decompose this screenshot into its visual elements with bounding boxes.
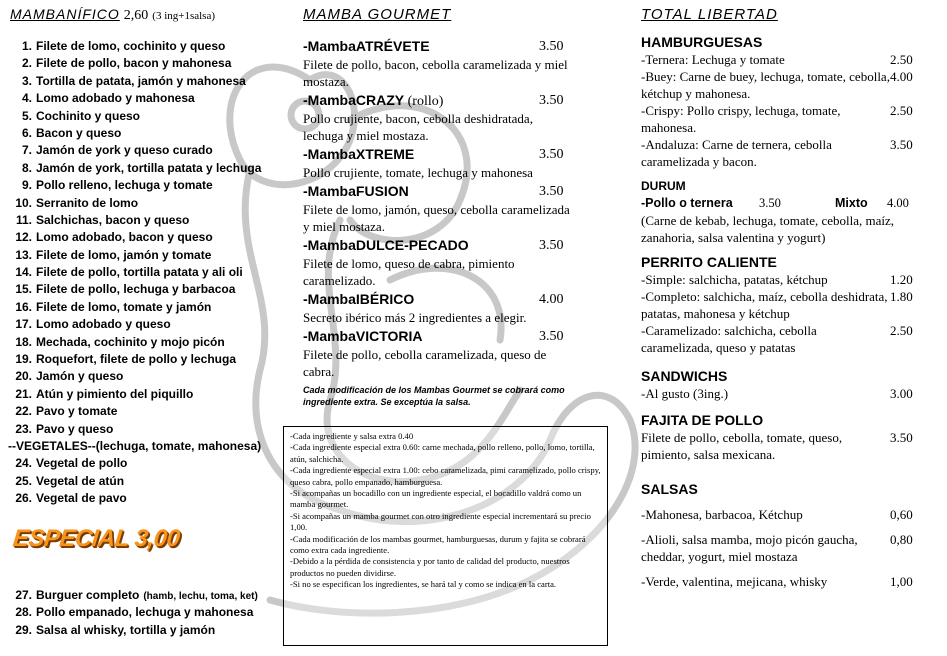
menu-row-text: -Completo: salchicha, maíz, cebolla deshidrata, patatas, mahonesa y kétchup [641, 289, 888, 321]
list-item [10, 299, 295, 316]
gourmet-column [303, 6, 573, 408]
item-number: 27. [15, 588, 32, 602]
gourmet-price: 3.50 [539, 93, 564, 108]
list-item [10, 177, 295, 194]
item-number: 8. [21, 160, 32, 175]
menu-row [641, 51, 936, 68]
item-text: --VEGETALES--(lechuga, tomate, mahonesa) [8, 438, 262, 453]
item-text: Vegetal de atún [36, 473, 125, 488]
menu-row-text: -Buey: Carne de buey, lechuga, tomate, cebolla, kétchup y mahonesa. [641, 69, 890, 101]
item-number: 13. [15, 247, 32, 262]
item-number: 1. [21, 39, 32, 53]
list-item [10, 73, 295, 90]
gourmet-item-name [303, 38, 430, 56]
item-text: Jamón de york y queso curado [36, 143, 213, 158]
mambanifico-price-note: (3 ing+1salsa) [152, 10, 215, 22]
item-number: 4. [21, 91, 32, 106]
item-text: Pollo relleno, lechuga y tomate [36, 178, 213, 193]
notes-box [283, 426, 608, 646]
gourmet-item-title [303, 146, 573, 164]
item-number: 14. [15, 265, 32, 280]
perrito-title: PERRITO CALIENTE [641, 254, 777, 270]
gourmet-prefix: -Mamba [303, 183, 356, 199]
mambanifico-title: MAMBANÍFICO [10, 6, 120, 22]
gourmet-desc: Filete de pollo, bacon, cebolla caramelizada y miel mostaza. [303, 57, 568, 89]
list-item [10, 125, 295, 142]
list-item [10, 212, 295, 229]
gourmet-price: 3.50 [539, 39, 564, 54]
menu-row-price: 2.50 [890, 52, 913, 67]
durum-option-2: Mixto [835, 196, 868, 210]
gourmet-name: CRAZY [355, 92, 405, 108]
item-text: Serranito de lomo [36, 195, 139, 210]
item-number: 19. [15, 352, 32, 367]
gourmet-item-name [303, 146, 414, 164]
sandwichs-title: SANDWICHS [641, 368, 728, 384]
item-text: Filete de pollo, bacon y mahonesa [36, 56, 232, 71]
mambanifico-price: 2,60 [123, 8, 149, 23]
item-text: Filete de lomo, jamón y tomate [36, 247, 212, 262]
item-number: 7. [21, 143, 32, 158]
list-item [10, 386, 295, 403]
list-item [10, 195, 295, 212]
menu-row-text: Filete de pollo, cebolla, tomate, queso, pimiento, salsa mexicana. [641, 430, 843, 462]
menu-row [641, 68, 936, 102]
menu-row-text: -Caramelizado: salchicha, cebolla caramelizada, queso y patatas [641, 323, 817, 355]
list-item [10, 473, 295, 490]
menu-row [641, 322, 936, 356]
item-text: Salsa al whisky, tortilla y jamón [36, 622, 216, 637]
list-item [10, 622, 295, 639]
menu-row-price: 0,60 [890, 507, 913, 522]
item-text: Filete de pollo, tortilla patata y ali oli [36, 265, 243, 280]
especial-banner: ESPECIAL 3,00 [11, 525, 181, 552]
durum-price-1: 3.50 [759, 196, 781, 210]
especial-column [10, 587, 295, 639]
gourmet-item-title [303, 183, 573, 201]
item-number: 10. [15, 195, 32, 210]
list-item [10, 334, 295, 351]
gourmet-item-title [303, 328, 573, 346]
gourmet-name: DULCE-PECADO [355, 237, 469, 253]
menu-row-text: -Mahonesa, barbacoa, Kétchup [641, 507, 803, 522]
item-number: 28. [15, 605, 32, 620]
list-item [10, 264, 295, 281]
especial-list [10, 587, 295, 639]
item-number: 24. [15, 456, 32, 471]
perrito-list [641, 271, 936, 356]
gourmet-desc: Filete de lomo, queso de cabra, pimiento caramelizado. [303, 256, 515, 288]
item-text: Vegetal de pavo [36, 491, 127, 506]
item-number: 26. [15, 491, 32, 506]
gourmet-item-name [303, 183, 409, 201]
list-item [10, 160, 295, 177]
menu-row-text: -Crispy: Pollo crispy, lechuga, tomate, mahonesa. [641, 103, 841, 135]
item-text: Tortilla de patata, jamón y mahonesa [36, 73, 246, 88]
gourmet-title: MAMBA GOURMET [303, 6, 452, 23]
item-number: 11. [15, 212, 32, 227]
gourmet-name: IBÉRICO [355, 291, 415, 307]
list-item [10, 604, 295, 621]
gourmet-desc: Filete de pollo, cebolla caramelizada, queso de cabra. [303, 347, 547, 379]
item-number: 9. [21, 178, 32, 193]
list-item [10, 281, 295, 298]
list-item [10, 247, 295, 264]
note-line: -Cada ingrediente especial extra 1.00: cebo caramelizada, pimi caramelizado, pollo crispy, queso cabra, pollo empanado, hamburguesa. [290, 465, 601, 487]
list-item [10, 368, 295, 385]
item-number: 21. [15, 386, 32, 401]
list-item [10, 142, 295, 159]
menu-row [641, 506, 936, 523]
item-number: 23. [15, 421, 32, 436]
fajita-list [641, 429, 936, 463]
total-libertad-column [641, 6, 936, 590]
menu-row-text: -Andaluza: Carne de ternera, cebolla caramelizada y bacon. [641, 137, 832, 169]
gourmet-prefix: -Mamba [303, 291, 356, 307]
item-note: (hamb, lechu, toma, ket) [143, 591, 258, 602]
gourmet-item [303, 183, 573, 235]
item-text: Pavo y queso [36, 421, 114, 436]
item-text: Salchichas, bacon y queso [36, 212, 190, 227]
note-line: -Si acompañas un bocadillo con un ingrediente especial, el bocadillo valdrá como un mamba gourmet. [290, 488, 582, 510]
gourmet-prefix: -Mamba [303, 146, 356, 162]
menu-row-price: 2.50 [890, 323, 913, 338]
gourmet-item-title [303, 237, 573, 255]
menu-row-price: 0,80 [890, 532, 913, 547]
menu-row-text: -Simple: salchicha, patatas, kétchup [641, 272, 828, 287]
list-item [10, 55, 295, 72]
item-number: 15. [15, 282, 32, 297]
gourmet-name: FUSION [355, 183, 409, 199]
menu-row [641, 531, 936, 565]
menu-row-text: -Verde, valentina, mejicana, whisky [641, 574, 828, 589]
gourmet-item-title [303, 38, 573, 56]
menu-row-price: 2.50 [890, 103, 913, 118]
item-text: Jamón de york, tortilla patata y lechuga [36, 160, 262, 175]
hamburguesas-list [641, 51, 936, 170]
menu-row-price: 1,00 [890, 574, 913, 589]
list-item [10, 108, 295, 125]
list-item [10, 351, 295, 368]
total-libertad-title: TOTAL LIBERTAD [641, 6, 778, 23]
durum-option-1: -Pollo o ternera [641, 196, 733, 210]
item-text: Cochinito y queso [36, 108, 141, 123]
note-line: -Debido a la pérdida de consistencia y por tanto de calidad del producto, nuestros productos no pueden dividirse. [290, 556, 570, 578]
gourmet-list [303, 38, 573, 380]
list-item [10, 438, 295, 455]
item-number: 29. [15, 622, 32, 637]
gourmet-prefix: -Mamba [303, 92, 356, 108]
menu-row-text: -Ternera: Lechuga y tomate [641, 52, 785, 67]
menu-row [641, 573, 936, 590]
gourmet-desc: Secreto ibérico más 2 ingredientes a elegir. [303, 310, 527, 325]
note-line: -Cada ingrediente y salsa extra 0.40 [290, 431, 414, 441]
note-line: -Si no se especifican los ingredientes, se hará tal y como se indica en la carta. [290, 579, 557, 590]
menu-row-price: 3.50 [890, 137, 913, 152]
menu-row-price: 1.20 [890, 272, 913, 287]
durum-title: DURUM [641, 179, 686, 193]
list-item [10, 490, 295, 507]
gourmet-prefix: -Mamba [303, 38, 356, 54]
gourmet-name: VICTORIA [355, 328, 423, 344]
mambanifico-list [10, 38, 295, 508]
item-text: Lomo adobado y queso [36, 317, 171, 332]
item-number: 17. [15, 317, 32, 332]
item-number: 16. [15, 299, 32, 314]
salsas-list [641, 506, 936, 590]
gourmet-prefix: -Mamba [303, 237, 356, 253]
gourmet-item [303, 291, 573, 326]
menu-row [641, 429, 936, 463]
gourmet-item-name [303, 328, 423, 346]
item-number: 20. [15, 369, 32, 384]
menu-row-text: -Alioli, salsa mamba, mojo picón gaucha, cheddar, yogurt, miel mostaza [641, 532, 858, 564]
item-number: 6. [21, 125, 32, 140]
salsas-title: SALSAS [641, 481, 698, 497]
menu-row-price: 3.00 [890, 386, 913, 401]
gourmet-price: 3.50 [539, 238, 564, 253]
list-item [10, 403, 295, 420]
gourmet-desc: Pollo crujiente, bacon, cebolla deshidratada, lechuga y miel mostaza. [303, 111, 533, 143]
item-text: Mechada, cochinito y mojo picón [36, 334, 225, 349]
list-item [10, 316, 295, 333]
item-number: 3. [21, 73, 32, 88]
gourmet-item [303, 38, 573, 90]
item-number: 12. [15, 230, 32, 245]
mambanifico-header [10, 6, 295, 24]
note-line: -Si acompañas un mamba gourmet con otro ingrediente especial incrementará su precio 1,00. [290, 510, 591, 533]
gourmet-item [303, 146, 573, 181]
note-line: -Cada modificación de los mambas gourmet, hamburguesas, durum y fajita se cobrará como extra cada ingrediente. [290, 533, 586, 556]
item-text: Lomo adobado, bacon y queso [36, 230, 213, 245]
durum-options [641, 195, 936, 212]
item-text: Jamón y queso [36, 369, 124, 384]
menu-row-price: 1.80 [890, 289, 913, 304]
gourmet-name: XTREME [355, 146, 415, 162]
gourmet-item-title [303, 92, 573, 110]
sandwichs-list [641, 385, 936, 402]
item-number: 5. [21, 108, 32, 123]
durum-price-2: 4.00 [887, 196, 909, 210]
gourmet-item-name [303, 237, 469, 255]
item-text: Atún y pimiento del piquillo [36, 386, 194, 401]
gourmet-name: ATRÉVETE [355, 38, 430, 54]
list-item [10, 421, 295, 438]
gourmet-prefix: -Mamba [303, 328, 356, 344]
list-item [10, 587, 295, 604]
gourmet-suffix: (rollo) [404, 94, 444, 109]
item-text: Filete de lomo, tomate y jamón [36, 299, 212, 314]
item-text: Filete de lomo, cochinito y queso [36, 39, 226, 53]
item-text: Bacon y queso [36, 125, 122, 140]
gourmet-item-name [303, 291, 414, 309]
item-text: Vegetal de pollo [36, 456, 128, 471]
durum-desc: (Carne de kebab, lechuga, tomate, cebolla, maíz, zanahoria, salsa valentina y yogurt) [641, 213, 895, 245]
menu-row [641, 385, 936, 402]
gourmet-item [303, 92, 573, 144]
item-text: Pollo empanado, lechuga y mahonesa [36, 605, 254, 620]
gourmet-item [303, 237, 573, 289]
list-item [10, 455, 295, 472]
gourmet-price: 4.00 [539, 292, 564, 307]
item-number: 25. [15, 473, 32, 488]
menu-row [641, 288, 936, 322]
gourmet-item-title [303, 291, 573, 309]
list-item [10, 38, 295, 55]
mambanifico-column [10, 6, 295, 508]
menu-row [641, 271, 936, 288]
gourmet-item [303, 328, 573, 380]
hamburguesas-title: HAMBURGUESAS [641, 34, 763, 50]
menu-row [641, 102, 936, 136]
gourmet-item-name [303, 92, 443, 110]
note-line: -Cada ingrediente especial extra 0.60: carne mechada, pollo relleno, pollo, lomo, tortilla, atún, salchicha. [290, 442, 595, 464]
fajita-title: FAJITA DE POLLO [641, 412, 764, 428]
menu-row-price: 3.50 [890, 430, 913, 445]
menu-row-text: -Al gusto (3ing.) [641, 386, 729, 401]
gourmet-price: 3.50 [539, 147, 564, 162]
item-text: Lomo adobado y mahonesa [36, 91, 195, 106]
gourmet-note: Cada modificación de los Mambas Gourmet se cobrará como ingrediente extra. Se exceptúa la salsa. [303, 385, 565, 407]
menu-row-price: 4.00 [890, 69, 913, 84]
item-number: 22. [15, 404, 32, 419]
list-item [10, 90, 295, 107]
gourmet-price: 3.50 [539, 184, 564, 199]
item-number: 18. [15, 334, 32, 349]
list-item [10, 229, 295, 246]
item-text: Roquefort, filete de pollo y lechuga [36, 352, 237, 367]
item-text: Burguer completo [36, 588, 140, 602]
menu-row [641, 136, 936, 170]
item-text: Filete de pollo, lechuga y barbacoa [36, 282, 236, 297]
gourmet-price: 3.50 [539, 329, 564, 344]
item-number: 2. [21, 56, 32, 71]
item-text: Pavo y tomate [36, 404, 118, 419]
gourmet-desc: Pollo crujiente, tomate, lechuga y mahonesa [303, 165, 533, 180]
gourmet-desc: Filete de lomo, jamón, queso, cebolla caramelizada y miel mostaza. [303, 202, 570, 234]
